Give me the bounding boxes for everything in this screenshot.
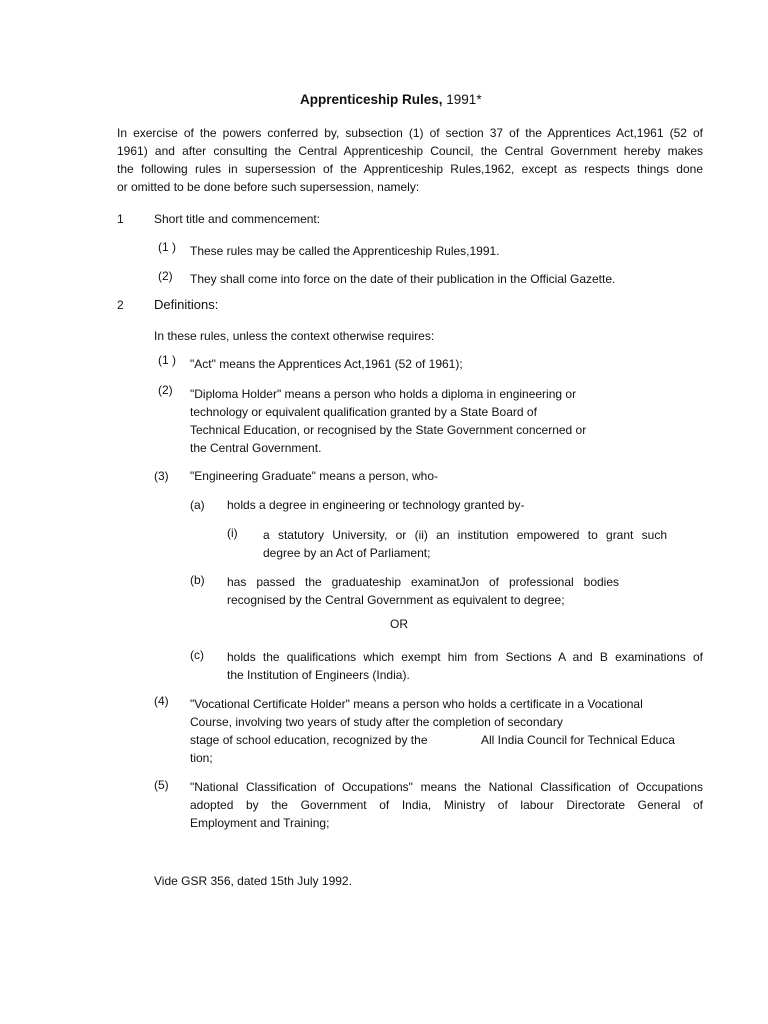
intro-line: the following rules in supersession of the Apprenticeship Rules,1962, except as respects things done (117, 162, 703, 176)
item-marker: (2) (158, 383, 173, 397)
section-heading: Definitions: (154, 297, 219, 312)
page-title (300, 91, 482, 109)
item-text: Course, involving two years of study after the completion of secondary (190, 715, 563, 729)
intro-line: 1961) and after consulting the Central Apprenticeship Council, the Central Government hereby makes (117, 144, 703, 158)
item-text: "National Classification of Occupations" means the National Classification of Occupations (190, 780, 703, 794)
item-text: the Central Government. (190, 441, 322, 455)
item-marker: (3) (154, 469, 169, 483)
footnote: Vide GSR 356, dated 15th July 1992. (154, 874, 352, 888)
section-number: 2 (117, 298, 124, 312)
section-lead: In these rules, unless the context otherwise requires: (154, 329, 435, 343)
item-text: technology or equivalent qualification granted by a State Board of (190, 405, 537, 419)
title-bold: Apprenticeship Rules, (300, 92, 443, 107)
item-text-tail: All India Council for Technical Educa (481, 733, 675, 747)
intro-line: or omitted to be done before such supersession, namely: (117, 180, 420, 194)
subitem-text: holds the qualifications which exempt him from Sections A and B examinations of (227, 650, 703, 664)
subitem-text: the Institution of Engineers (India). (227, 668, 410, 682)
item-text: "Act" means the Apprentices Act,1961 (52 of 1961); (190, 357, 463, 371)
item-marker: (1 ) (158, 240, 176, 254)
section-heading: Short title and commencement: (154, 212, 321, 226)
item-text: "Diploma Holder" means a person who holds a diploma in engineering or (190, 387, 577, 401)
subitem-marker: (a) (190, 498, 205, 512)
item-text: They shall come into force on the date of their publication in the Official Gazette. (190, 272, 616, 286)
subitem-text: recognised by the Central Government as equivalent to degree; (227, 593, 565, 607)
item-marker: (1 ) (158, 353, 176, 367)
subitem-text: a statutory University, or (ii) an institution empowered to grant such (263, 528, 667, 542)
item-text: These rules may be called the Apprenticeship Rules,1991. (190, 244, 500, 258)
item-text: "Vocational Certificate Holder" means a person who holds a certificate in a Vocational (190, 697, 643, 711)
title-year: 1991* (442, 92, 482, 107)
subitem-marker: (b) (190, 573, 205, 587)
subitem-text: has passed the graduateship examinatJon of professional bodies (227, 575, 619, 589)
section-number: 1 (117, 212, 124, 226)
subitem-marker: (i) (227, 526, 238, 540)
item-text: Employment and Training; (190, 816, 330, 830)
subitem-text: holds a degree in engineering or technology granted by- (227, 498, 525, 512)
subitem-marker: (c) (190, 648, 204, 662)
subitem-text: degree by an Act of Parliament; (263, 546, 431, 560)
item-text: "Engineering Graduate" means a person, who- (190, 469, 438, 483)
intro-line: In exercise of the powers conferred by, subsection (1) of section 37 of the Apprentices Act,1961 (52 of (117, 126, 703, 140)
item-marker: (2) (158, 269, 173, 283)
item-text: adopted by the Government of India, Ministry of labour Directorate General of (190, 798, 703, 812)
item-text: stage of school education, recognized by the (190, 733, 428, 747)
item-marker: (5) (154, 778, 169, 792)
or-separator: OR (390, 617, 408, 631)
item-text: Technical Education, or recognised by the State Government concerned or (190, 423, 587, 437)
item-text: tion; (190, 751, 213, 765)
item-marker: (4) (154, 694, 169, 708)
